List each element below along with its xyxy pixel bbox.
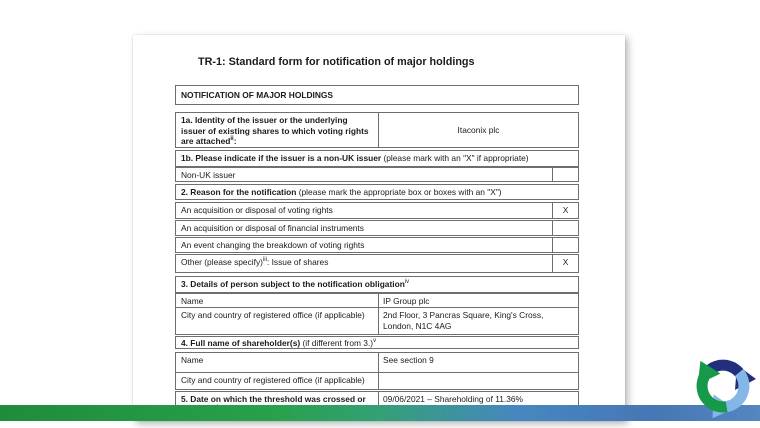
section-1b-heading bbox=[175, 150, 579, 167]
reason-row-voting-rights bbox=[175, 202, 579, 219]
shareholder-name-row bbox=[176, 353, 578, 372]
reason-row-label: An acquisition or disposal of financial instruments bbox=[181, 223, 364, 233]
section-2-heading bbox=[175, 184, 579, 200]
threshold-date-label-line1: 5. Date on which the threshold was crossed or bbox=[181, 394, 366, 404]
section-3-footnote: iv bbox=[404, 279, 410, 286]
shareholder-office-value bbox=[379, 373, 578, 389]
issuer-identity-row bbox=[175, 112, 579, 148]
reason-row-mark-cell: X bbox=[552, 203, 578, 218]
notification-banner: NOTIFICATION OF MAJOR HOLDINGS bbox=[175, 85, 579, 105]
recycle-logo-svg bbox=[682, 341, 760, 423]
person-name-label: Name bbox=[176, 294, 379, 307]
person-office-label: City and country of registered office (if applicable) bbox=[176, 308, 379, 334]
section-2-heading-bold: 2. Reason for the notification bbox=[181, 187, 297, 197]
shareholder-details-table bbox=[175, 352, 579, 390]
person-details-table bbox=[175, 293, 579, 335]
reason-row-label: An acquisition or disposal of voting rights bbox=[181, 205, 333, 215]
shareholder-name-label: Name bbox=[176, 353, 379, 372]
reason-row-label bbox=[176, 255, 552, 272]
reason-row-label: An event changing the breakdown of voting rights bbox=[181, 240, 365, 250]
section-4-heading-normal: (if different from 3.) bbox=[300, 338, 374, 348]
reason-row-mark-cell bbox=[552, 238, 578, 252]
section-3-heading-bold: 3. Details of person subject to the notification obligation bbox=[181, 279, 405, 289]
non-uk-issuer-mark-cell bbox=[552, 168, 578, 181]
issuer-identity-footnote: ii bbox=[230, 136, 234, 143]
page-title: TR-1: Standard form for notification of major holdings bbox=[198, 56, 475, 68]
issuer-identity-label-text: 1a. Identity of the issuer or the underlying issuer of existing shares to which voting rights are attached bbox=[181, 115, 369, 147]
section-1b-heading-normal: (please mark with an "X" if appropriate) bbox=[381, 153, 529, 163]
section-4-heading-bold: 4. Full name of shareholder(s) bbox=[181, 338, 301, 348]
non-uk-issuer-label: Non-UK issuer bbox=[181, 170, 236, 180]
reason-row-mark-cell: X bbox=[552, 255, 578, 272]
shareholder-office-label: City and country of registered office (if applicable) bbox=[176, 373, 379, 389]
shareholder-office-row bbox=[176, 372, 578, 389]
section-1b-heading-bold: 1b. Please indicate if the issuer is a non-UK issuer bbox=[181, 153, 382, 163]
person-office-row bbox=[176, 307, 578, 334]
reason-other-footnote: iii bbox=[262, 257, 267, 264]
issuer-identity-value: Itaconix plc bbox=[457, 124, 500, 135]
section-4-heading bbox=[175, 336, 579, 349]
person-name-value: IP Group plc bbox=[383, 296, 430, 306]
reason-row-other bbox=[175, 254, 579, 273]
reason-row-breakdown-change bbox=[175, 237, 579, 253]
issuer-identity-colon: : bbox=[233, 136, 237, 147]
recycle-logo-icon bbox=[682, 341, 760, 423]
non-uk-issuer-row bbox=[175, 167, 579, 182]
person-office-value: 2nd Floor, 3 Pancras Square, King's Cross, London, N1C 4AG bbox=[383, 310, 544, 331]
issuer-identity-label bbox=[176, 113, 379, 147]
section-2-heading-normal: (please mark the appropriate box or boxes with an "X") bbox=[296, 187, 502, 197]
section-4-footnote: v bbox=[373, 338, 377, 345]
person-name-row bbox=[176, 294, 578, 307]
threshold-date-value-line1: 09/06/2021 – Shareholding of 11.36% bbox=[383, 394, 524, 404]
section-3-heading bbox=[175, 276, 579, 293]
reason-other-label: Other (please specify) bbox=[181, 257, 263, 267]
reason-row-financial-instruments bbox=[175, 220, 579, 236]
reason-other-detail: : Issue of shares bbox=[266, 257, 329, 267]
footer-gradient-bar bbox=[0, 405, 760, 421]
shareholder-name-value: See section 9 bbox=[383, 355, 434, 365]
reason-row-mark-cell bbox=[552, 221, 578, 235]
